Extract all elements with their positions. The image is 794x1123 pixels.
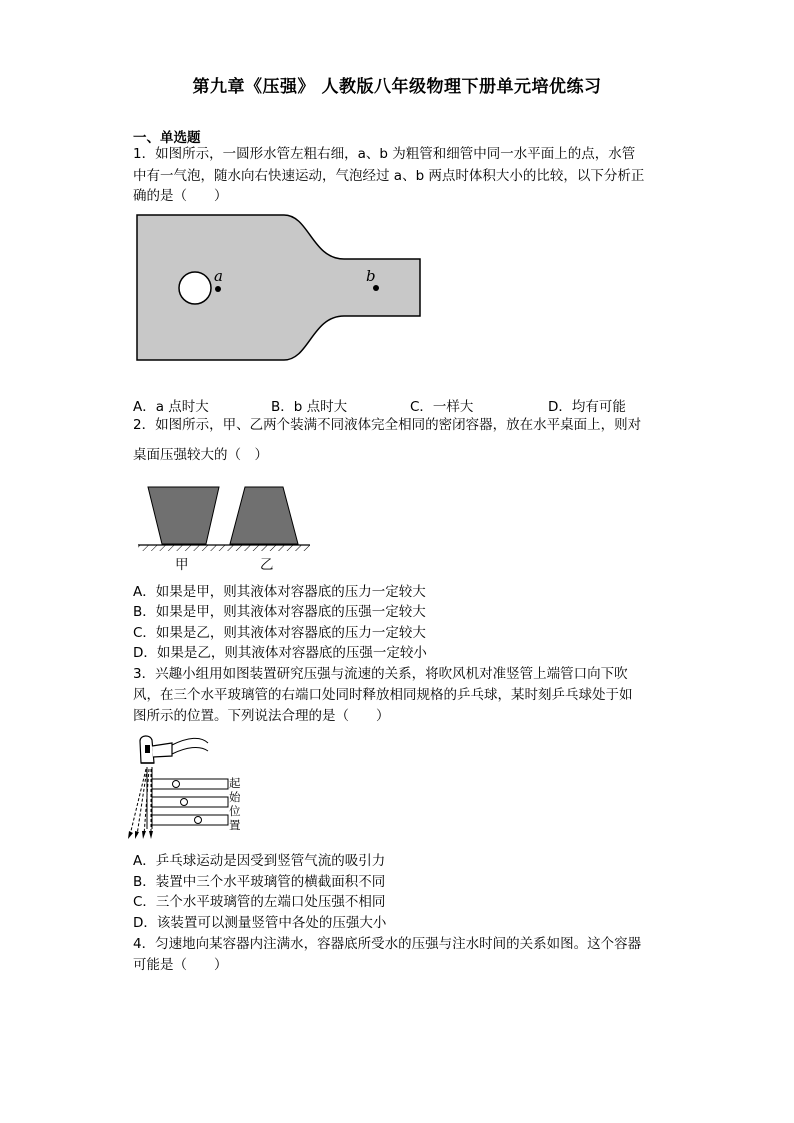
container-yi: [230, 487, 298, 544]
start-label-1: 起: [229, 776, 241, 790]
label-jia: 甲: [175, 557, 189, 573]
q1-option-b: B．b 点时大: [271, 399, 348, 415]
hair-dryer-icon: [140, 736, 208, 763]
q2-option-b: B．如果是甲，则其液体对容器底的压强一定较大: [133, 604, 426, 620]
table-hatch: [138, 545, 310, 551]
airflow-arrows: [130, 769, 151, 835]
ping-pong-ball-1: [173, 781, 180, 788]
horizontal-tubes: [152, 779, 228, 825]
start-label-4: 置: [229, 818, 241, 832]
label-b: b: [366, 267, 376, 285]
point-b: [373, 285, 379, 291]
start-label-3: 位: [229, 804, 241, 818]
q1-option-d: D．均有可能: [548, 399, 626, 415]
q3-option-c: C．三个水平玻璃管的左端口处压强不相同: [133, 894, 386, 910]
q1-line-3: 确的是（ ）: [133, 188, 228, 204]
q2-option-a: A．如果是甲，则其液体对容器底的压力一定较大: [133, 584, 426, 600]
container-jia: [148, 487, 219, 544]
label-a: a: [214, 267, 223, 285]
q3-option-d: D．该装置可以测量竖管中各处的压强大小: [133, 915, 387, 931]
q2-containers-figure: [137, 480, 312, 574]
q4-line-2: 可能是（ ）: [133, 957, 228, 973]
q3-option-a: A．乒乓球运动是因受到竖管气流的吸引力: [133, 853, 386, 869]
ping-pong-ball-3: [195, 817, 202, 824]
q3-option-b: B．装置中三个水平玻璃管的横截面积不同: [133, 874, 386, 890]
bubble: [179, 272, 211, 304]
start-label-2: 始: [229, 790, 241, 804]
q1-line-2: 中有一气泡，随水向右快速运动，气泡经过 a、b 两点时体积大小的比较，以下分析正: [133, 168, 645, 184]
point-a: [215, 286, 221, 292]
q2-line-1: 2．如图所示，甲、乙两个装满不同液体完全相同的密闭容器，放在水平桌面上，则对: [133, 417, 642, 433]
q1-line-1: 1．如图所示，一圆形水管左粗右细，a、b 为粗管和细管中同一水平面上的点，水管: [133, 146, 636, 162]
q2-option-d: D．如果是乙，则其液体对容器底的压强一定较小: [133, 645, 427, 661]
q3-line-2: 风，在三个水平玻璃管的右端口处同时释放相同规格的乒乓球，某时刻乒乓球处于如: [133, 687, 633, 703]
page-title: 第九章《压强》 人教版八年级物理下册单元培优练习: [192, 77, 602, 97]
q2-line-2: 桌面压强较大的（ ）: [133, 447, 268, 463]
label-yi: 乙: [260, 557, 274, 573]
q2-option-c: C．如果是乙，则其液体对容器底的压力一定较大: [133, 625, 426, 641]
q3-line-1: 3．兴趣小组用如图装置研究压强与流速的关系，将吹风机对准竖管上端管口向下吹: [133, 666, 628, 682]
q3-line-3: 图所示的位置。下列说法合理的是（ ）: [133, 708, 390, 724]
ping-pong-ball-2: [181, 799, 188, 806]
q1-option-c: C．一样大: [410, 399, 474, 415]
q4-line-1: 4．匀速地向某容器内注满水，容器底所受水的压强与注水时间的关系如图。这个容器: [133, 936, 642, 952]
q1-option-a: A．a 点时大: [133, 399, 209, 415]
section-heading: 一、单选题: [133, 130, 201, 146]
q1-pipe-figure: [134, 212, 426, 366]
q3-apparatus-figure: [126, 731, 244, 843]
